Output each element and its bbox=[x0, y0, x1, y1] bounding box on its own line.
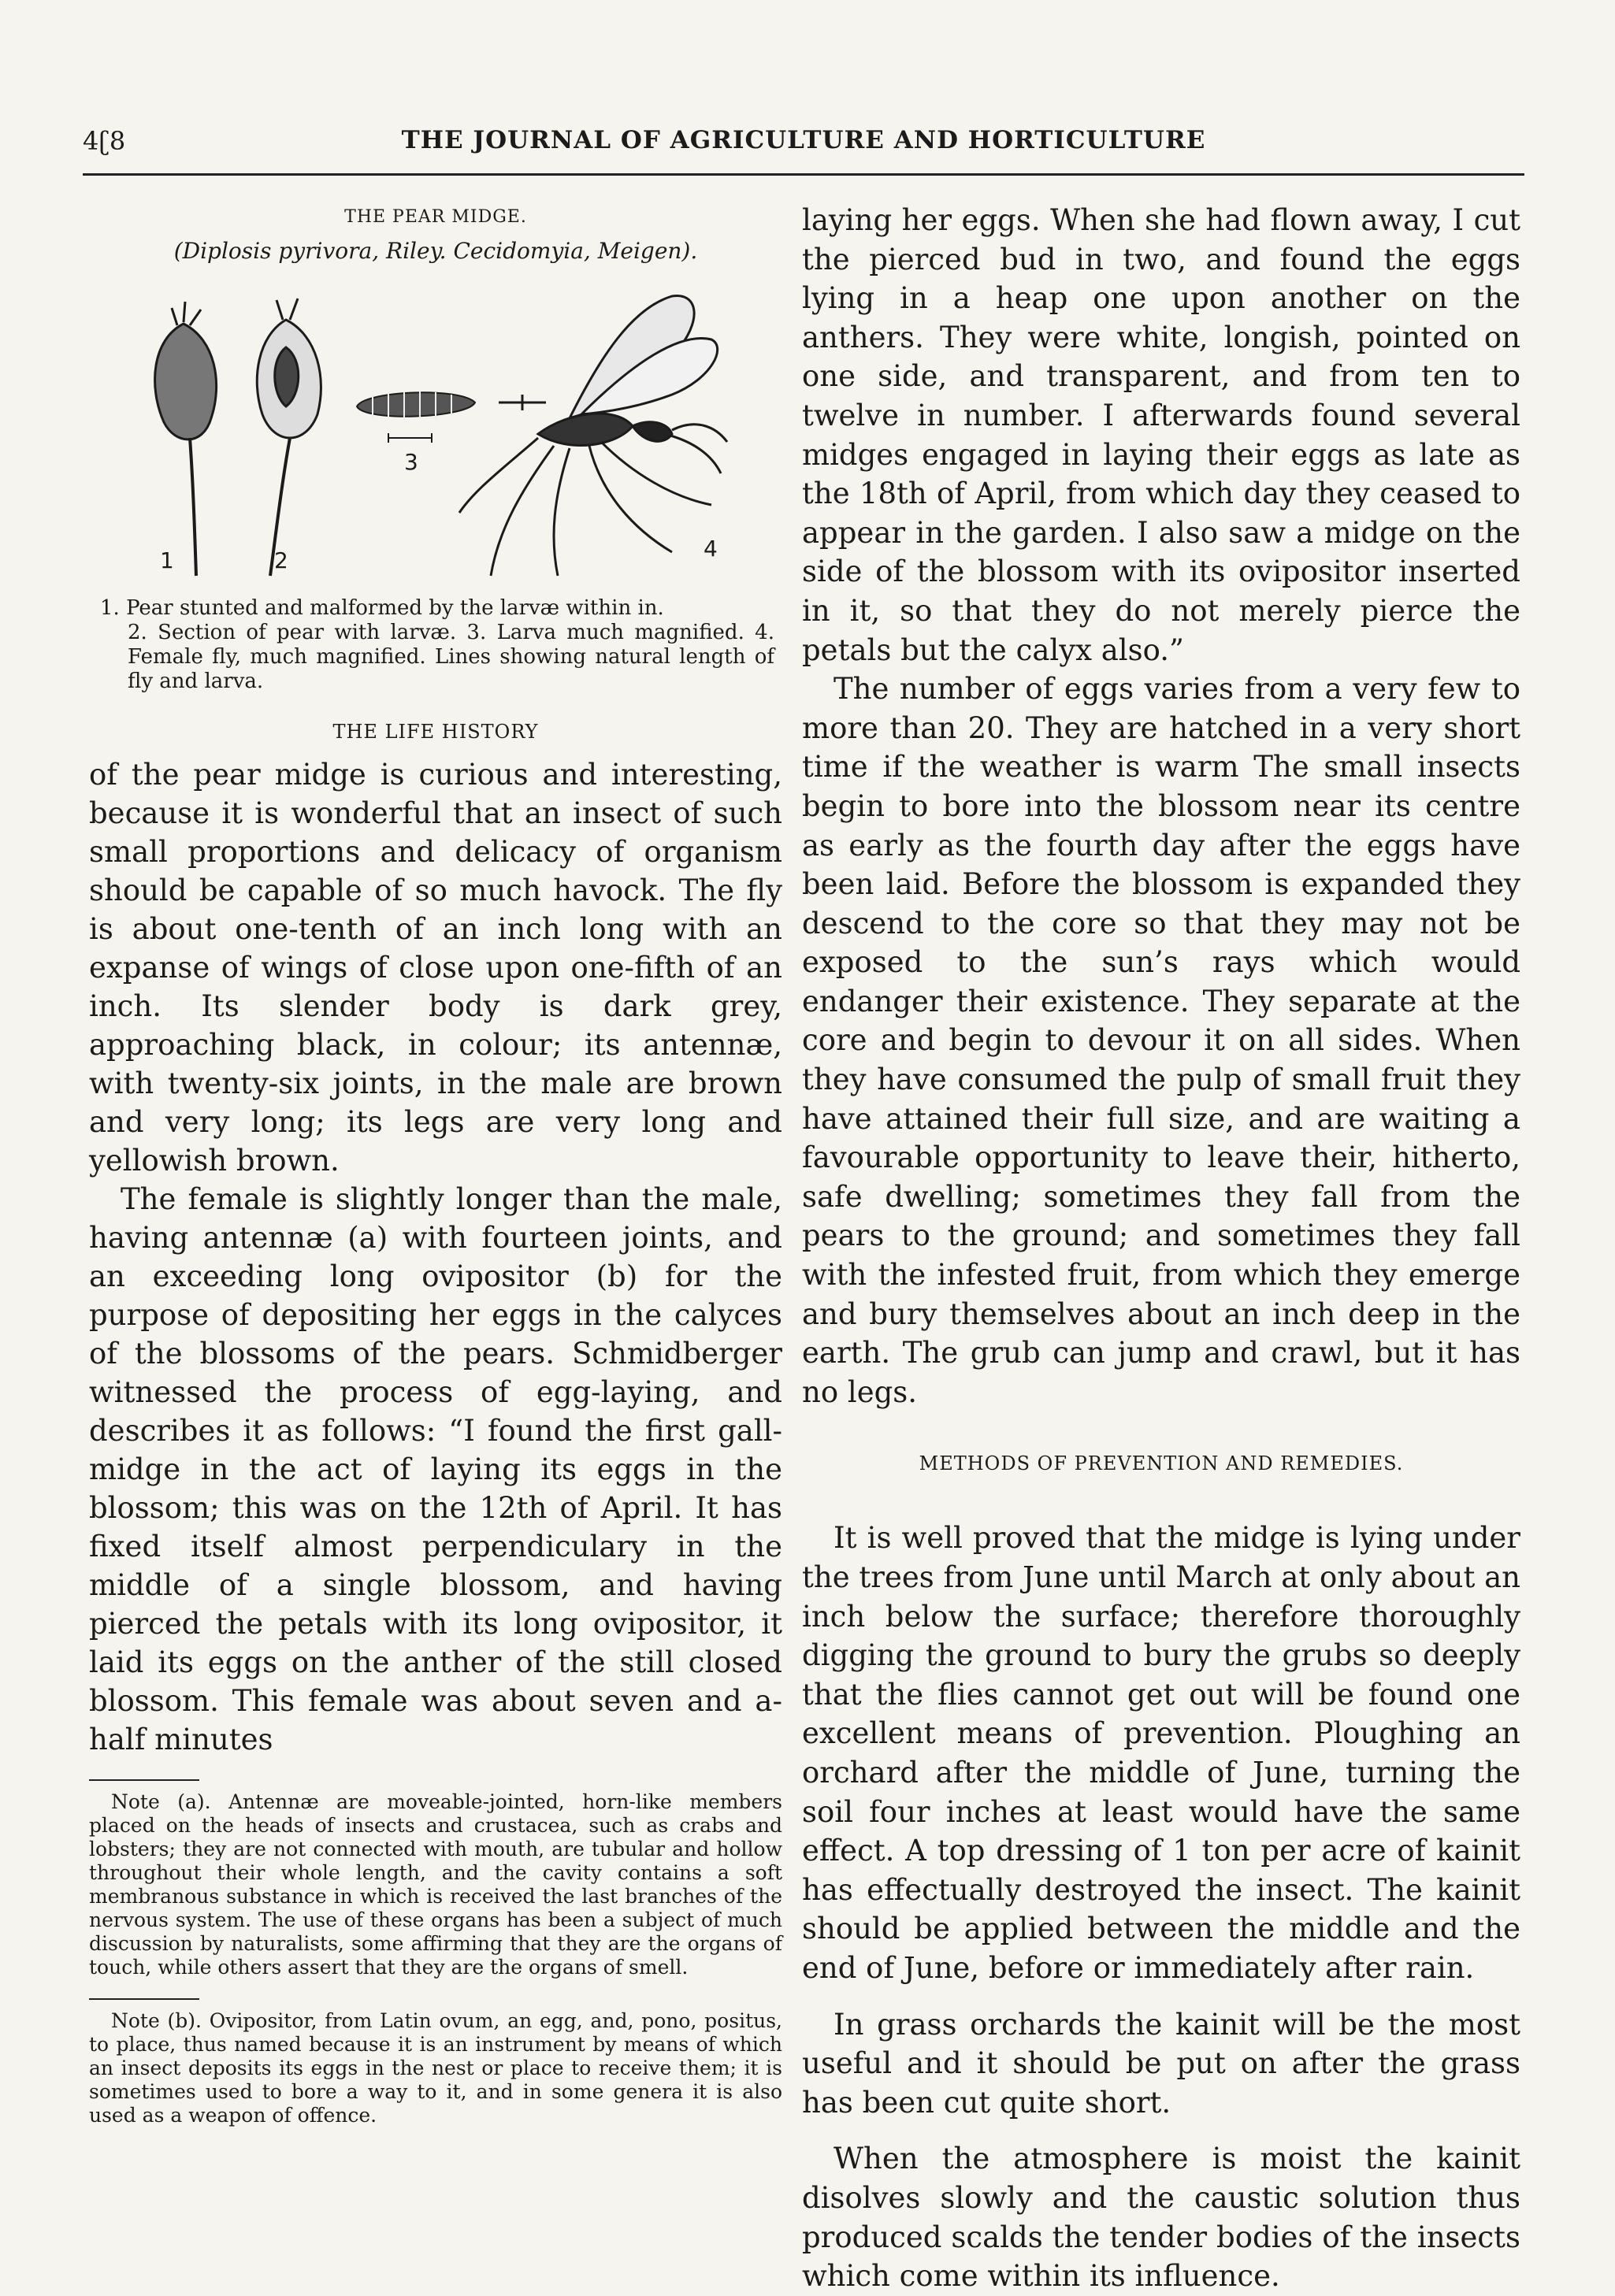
figure-label-3: 3 bbox=[404, 449, 418, 475]
footnote-b: Note (b). Ovipositor, from Latin ovum, an egg, and, pono, positus, to place, thus named because it is an instrument by means of which an insect deposits its eggs in the nest or place to receive them; it is sometimes used to bore a way to it, and in some genera it is also used as a weapon of offence. bbox=[89, 2009, 782, 2127]
figure-label-1: 1 bbox=[160, 547, 174, 573]
running-title: THE JOURNAL OF AGRICULTURE AND HORTICULTURE bbox=[401, 126, 1206, 154]
stunted-pear-drawing bbox=[155, 302, 217, 576]
caption-lead: 1. Pear stunted and malformed by the larvæ within in. bbox=[100, 596, 664, 620]
figure-subtitle: (Diplosis pyrivora, Riley. Cecidomyia, Meigen). bbox=[173, 238, 698, 264]
footnote-rule bbox=[89, 1779, 199, 1781]
larva-drawing bbox=[357, 391, 475, 443]
remedies-paragraph-2: In grass orchards the kainit will be the most useful and it should be put on after the grass has been cut quite short. bbox=[802, 2007, 1520, 2120]
section-heading-life-history: THE LIFE HISTORY bbox=[332, 721, 539, 743]
figure-label-4: 4 bbox=[704, 536, 718, 562]
figure-label-2: 2 bbox=[274, 547, 288, 573]
caption-rest: 2. Section of pear with larvæ. 3. Larva much magnified. 4. Female fly, much magnified. Lines showing natural length of fly and larva. bbox=[128, 621, 774, 693]
figure-title: THE PEAR MIDGE. bbox=[344, 207, 527, 227]
header-rule bbox=[83, 173, 1524, 176]
figure-caption bbox=[100, 596, 774, 694]
pear-section-drawing bbox=[257, 299, 321, 576]
section-heading-remedies: METHODS OF PREVENTION AND REMEDIES. bbox=[919, 1452, 1404, 1475]
life-history-paragraph-2: The female is slightly longer than the male, having antennæ (a) with fourteen joints, and an exceeding long ovipositor (b) for the purpose of depositing her eggs in the calyces of the blossoms of the pears. Schmidberger witnessed the process of egg-laying, and describes it as follows: “I found the first gall-midge in the act of laying its eggs in the blossom; this was on the 12th of April. It has fixed itself almost perpendiculary in the middle of a single blossom, and having pierced the petals with its long ovipositor, it laid its eggs on the anther of the still closed blossom. This female was about seven and a-half minutes bbox=[89, 1182, 782, 1756]
left-column bbox=[89, 201, 782, 2127]
page-header bbox=[83, 126, 1524, 173]
right-paragraph-2: The number of eggs varies from a very few to more than 20. They are hatched in a very short time if the weather is warm The small insects begin to bore into the blossom near its centre as early as the fourth day after the eggs have been laid. Before the blossom is expanded they descend to the core so that they may not be exposed to the sun’s rays which would endanger their existence. They separate at the core and begin to devour it on all sides. When they have consumed the pulp of small fruit they have attained their full size, and are waiting a favourable opportunity to leave their, hitherto, safe dwelling; sometimes they fall from the pears to the ground; and sometimes they fall with the infested fruit, from which they emerge and bury themselves about an inch deep in the earth. The grub can jump and crawl, but it has no legs. bbox=[802, 672, 1520, 1409]
remedies-paragraph-1: It is well proved that the midge is lying under the trees from June until March at only about an inch below the surface; therefore thoroughly digging the ground to bury the grubs so deeply that the flies cannot get out will be found one excellent means of prevention. Ploughing an orchard after the middle of June, turning the soil four inches at least would have the same effect. A top dressing of 1 ton per acre of kainit has effectually destroyed the insect. The kainit should be applied between the middle and the end of June, before or immediately after rain. bbox=[802, 1521, 1520, 1985]
footnote-rule-2 bbox=[89, 1998, 199, 2000]
pear-midge-illustration bbox=[128, 276, 743, 584]
page-number: 4ʗ8 bbox=[83, 126, 126, 156]
life-history-paragraph-1: of the pear midge is curious and interesting, because it is wonderful that an insect of such small proportions and delicacy of organism should be capable of so much havock. The fly is about one-tenth of an inch long with an expanse of wings of close upon one-fifth of an inch. Its slender body is dark grey, approaching black, in colour; its antennæ, with twenty-six joints, in the male are brown and very long; its legs are very long and yellowish brown. bbox=[89, 758, 782, 1178]
right-paragraph-1: laying her eggs. When she had flown away, I cut the pierced bud in two, and found the eggs lying in a heap one upon another on the anthers. They were white, longish, pointed on one side, and transparent, and from ten to twelve in number. I afterwards found several midges engaged in laying their eggs as late as the 18th of April, from which day they ceased to appear in the garden. I also saw a midge on the side of the blossom with its ovipositor inserted in it, so that they do not merely pierce the petals but the calyx also.” bbox=[802, 203, 1520, 667]
footnote-a: Note (a). Antennæ are moveable-jointed, horn-like members placed on the heads of insects and crustacea, such as crabs and lobsters; they are not connected with mouth, are tubular and hollow throughout their whole length, and the cavity contains a soft membranous substance in which is received the last branches of the nervous system. The use of these organs has been a subject of much discussion by naturalists, some affirming that they are the organs of touch, while others assert that they are the organs of smell. bbox=[89, 1790, 782, 1979]
female-fly-drawing bbox=[459, 295, 727, 576]
right-column bbox=[802, 201, 1520, 2296]
remedies-paragraph-3: When the atmosphere is moist the kainit disolves slowly and the caustic solution thus produced scalds the tender bodies of the insects which come within its influence. bbox=[802, 2142, 1520, 2294]
